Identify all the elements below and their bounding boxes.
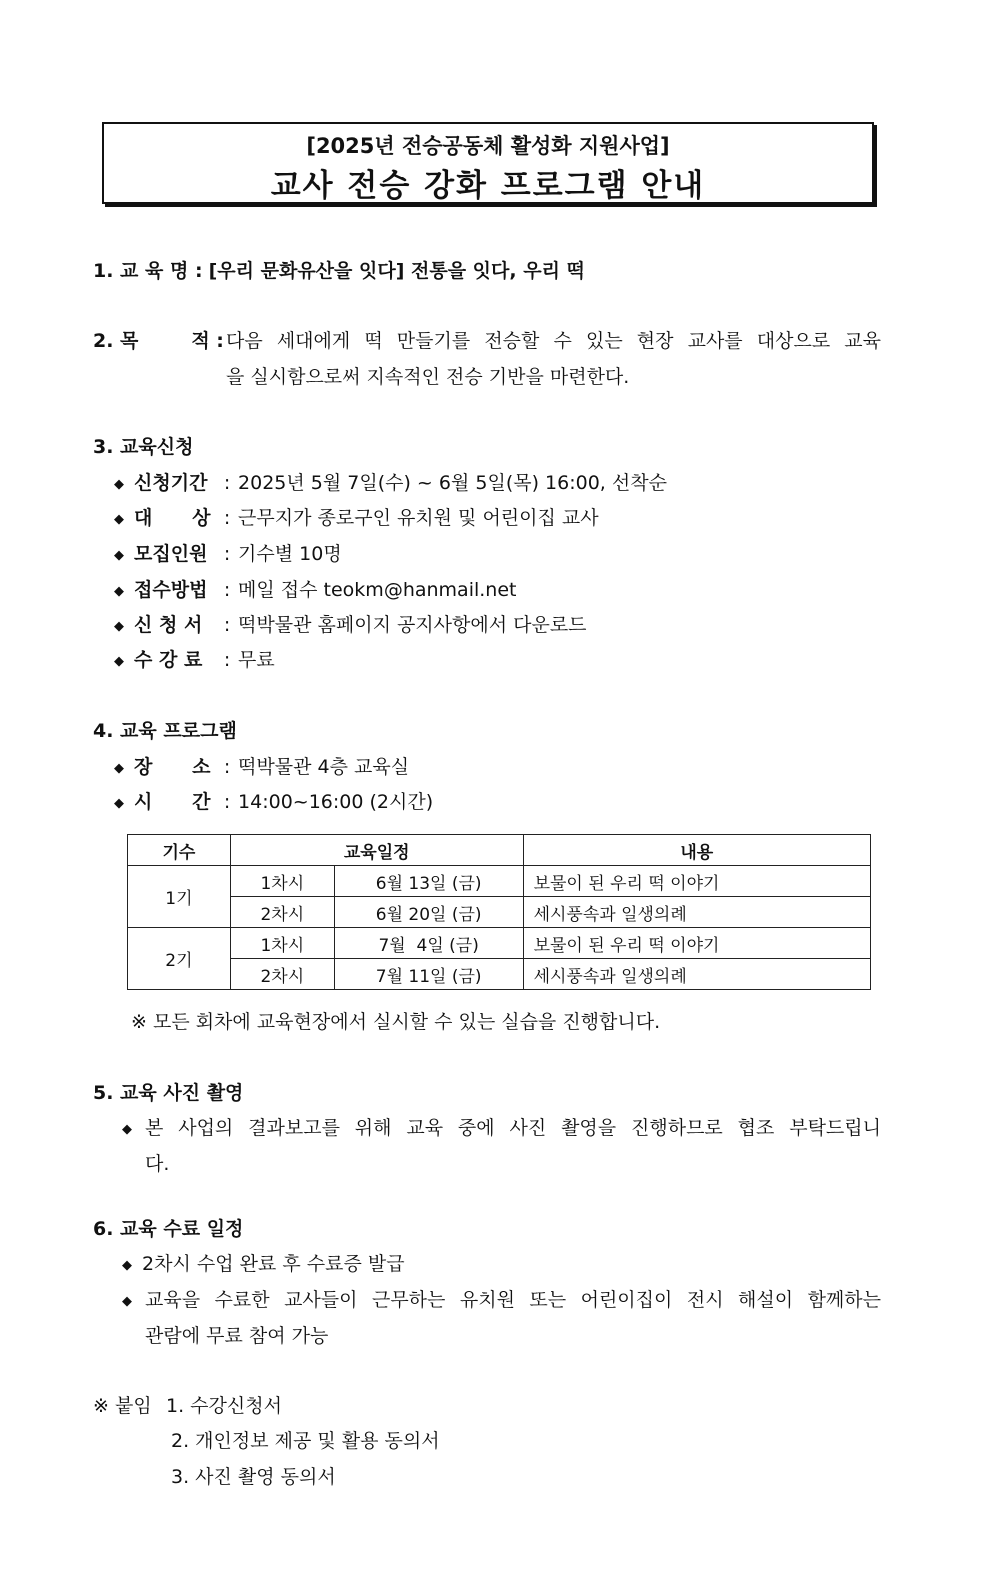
attachments-label: ※ 붙임 <box>93 1395 152 1417</box>
time-row: ◆ 시 간 : 14:00~16:00 (2시간) <box>114 789 433 817</box>
section-2-line-1: 다음 세대에게 떡 만들기를 전승할 수 있는 현장 교사를 대상으로 교육 <box>226 330 881 352</box>
table-header-cohort: 기수 <box>128 835 231 866</box>
diamond-bullet-icon: ◆ <box>114 654 124 669</box>
place-row: ◆ 장 소 : 떡박물관 4층 교육실 <box>114 754 409 782</box>
apply-period-label: 신청기간 <box>134 472 208 494</box>
fee-label: 수 강 료 <box>134 649 203 671</box>
submission-value: 메일 접수 teokm@hanmail.net <box>238 579 517 601</box>
section-1-label: 1. 교 육 명 : <box>93 260 203 282</box>
target-value: 근무지가 종로구인 유치원 및 어린이집 교사 <box>238 507 599 529</box>
table-cell-content: 보물이 된 우리 떡 이야기 <box>523 866 870 897</box>
section-6-heading: 6. 교육 수료 일정 <box>93 1218 244 1240</box>
diamond-bullet-icon: ◆ <box>114 512 124 527</box>
target-row: ◆ 대 상 : 근무지가 종로구인 유치원 및 어린이집 교사 <box>114 505 599 533</box>
table-cell-content: 세시풍속과 일생의례 <box>523 897 870 928</box>
table-cell-cohort: 2기 <box>128 928 231 990</box>
diamond-bullet-icon: ◆ <box>114 761 124 776</box>
apply-period-value: 2025년 5월 7일(수) ~ 6월 5일(목) 16:00, 선착순 <box>238 472 667 494</box>
completion-text-2-line-1: 교육을 수료한 교사들이 근무하는 유치원 또는 어린이집이 전시 해설이 함께하는 <box>145 1289 881 1311</box>
diamond-bullet-icon: ◆ <box>114 619 124 634</box>
table-cell-date: 6월 13일 (금) <box>334 866 523 897</box>
table-cell-date: 7월 4일 (금) <box>334 928 523 959</box>
schedule-table <box>127 834 871 990</box>
table-cell-cohort: 1기 <box>128 866 231 928</box>
table-row <box>128 897 871 928</box>
time-value: 14:00~16:00 (2시간) <box>238 791 434 813</box>
table-row <box>128 959 871 990</box>
place-label: 장 소 <box>134 756 211 778</box>
completion-bullet-1 <box>122 1251 405 1279</box>
diamond-bullet-icon: ◆ <box>122 1122 132 1137</box>
attachment-item: 2. 개인정보 제공 및 활용 동의서 <box>171 1430 440 1452</box>
table-cell-date: 6월 20일 (금) <box>334 897 523 928</box>
diamond-bullet-icon: ◆ <box>114 796 124 811</box>
target-label: 대 상 <box>134 507 211 529</box>
apply-period-row: ◆ 신청기간 : 2025년 5월 7일(수) ~ 6월 5일(목) 16:00, 선착순 <box>114 470 667 498</box>
table-cell-session: 2차시 <box>230 959 334 990</box>
section-5-heading: 5. 교육 사진 촬영 <box>93 1082 244 1104</box>
photo-text-line-1: 본 사업의 결과보고를 위해 교육 중에 사진 촬영을 진행하므로 협조 부탁드립니 <box>145 1117 881 1139</box>
diamond-bullet-icon: ◆ <box>114 584 124 599</box>
submission-row: ◆ 접수방법 : 메일 접수 teokm@hanmail.net <box>114 577 516 605</box>
table-cell-content: 보물이 된 우리 떡 이야기 <box>523 928 870 959</box>
form-value: 떡박물관 홈페이지 공지사항에서 다운로드 <box>238 614 587 636</box>
table-cell-session: 1차시 <box>230 928 334 959</box>
document-subtitle: [2025년 전승공동체 활성화 지원사업] <box>306 134 670 158</box>
table-row <box>128 928 871 959</box>
title-box <box>102 122 874 204</box>
form-label: 신 청 서 <box>134 614 203 636</box>
completion-bullet-2 <box>122 1287 136 1315</box>
table-row <box>128 866 871 897</box>
table-header-row <box>128 835 871 866</box>
table-cell-content: 세시풍속과 일생의례 <box>523 959 870 990</box>
table-cell-session: 2차시 <box>230 897 334 928</box>
recruit-value: 기수별 10명 <box>238 543 342 565</box>
section-1 <box>93 258 585 284</box>
diamond-bullet-icon: ◆ <box>114 548 124 563</box>
photo-bullet-row <box>122 1115 136 1143</box>
attachment-item: 3. 사진 촬영 동의서 <box>171 1466 336 1488</box>
diamond-bullet-icon: ◆ <box>114 477 124 492</box>
table-cell-date: 7월 11일 (금) <box>334 959 523 990</box>
recruit-row: ◆ 모집인원 : 기수별 10명 <box>114 541 342 569</box>
section-2-line-2: 을 실시함으로써 지속적인 전승 기반을 마련한다. <box>226 366 630 388</box>
document-title: 교사 전승 강화 프로그램 안내 <box>270 168 706 204</box>
attachment-item: 1. 수강신청서 <box>166 1395 282 1417</box>
form-row: ◆ 신 청 서 : 떡박물관 홈페이지 공지사항에서 다운로드 <box>114 612 587 640</box>
diamond-bullet-icon: ◆ <box>122 1294 132 1309</box>
section-1-value: [우리 문화유산을 잇다] 전통을 잇다, 우리 떡 <box>208 260 585 282</box>
place-value: 떡박물관 4층 교육실 <box>238 756 410 778</box>
submission-label: 접수방법 <box>134 579 208 601</box>
fee-value: 무료 <box>238 649 275 671</box>
table-cell-session: 1차시 <box>230 866 334 897</box>
section-3-heading: 3. 교육신청 <box>93 436 194 458</box>
table-header-content: 내용 <box>523 835 870 866</box>
section-4-heading: 4. 교육 프로그램 <box>93 720 237 742</box>
table-header-schedule: 교육일정 <box>230 835 523 866</box>
completion-text-1: 2차시 수업 완료 후 수료증 발급 <box>142 1253 405 1275</box>
time-label: 시 간 <box>134 791 211 813</box>
photo-text-line-2: 다. <box>145 1153 170 1175</box>
diamond-bullet-icon: ◆ <box>122 1258 132 1273</box>
section-2-label: 2. 목 적 : <box>93 330 224 352</box>
completion-text-2-line-2: 관람에 무료 참여 가능 <box>145 1325 329 1347</box>
recruit-label: 모집인원 <box>134 543 208 565</box>
fee-row: ◆ 수 강 료 : 무료 <box>114 647 275 675</box>
practice-note: ※ 모든 회차에 교육현장에서 실시할 수 있는 실습을 진행합니다. <box>131 1011 661 1033</box>
